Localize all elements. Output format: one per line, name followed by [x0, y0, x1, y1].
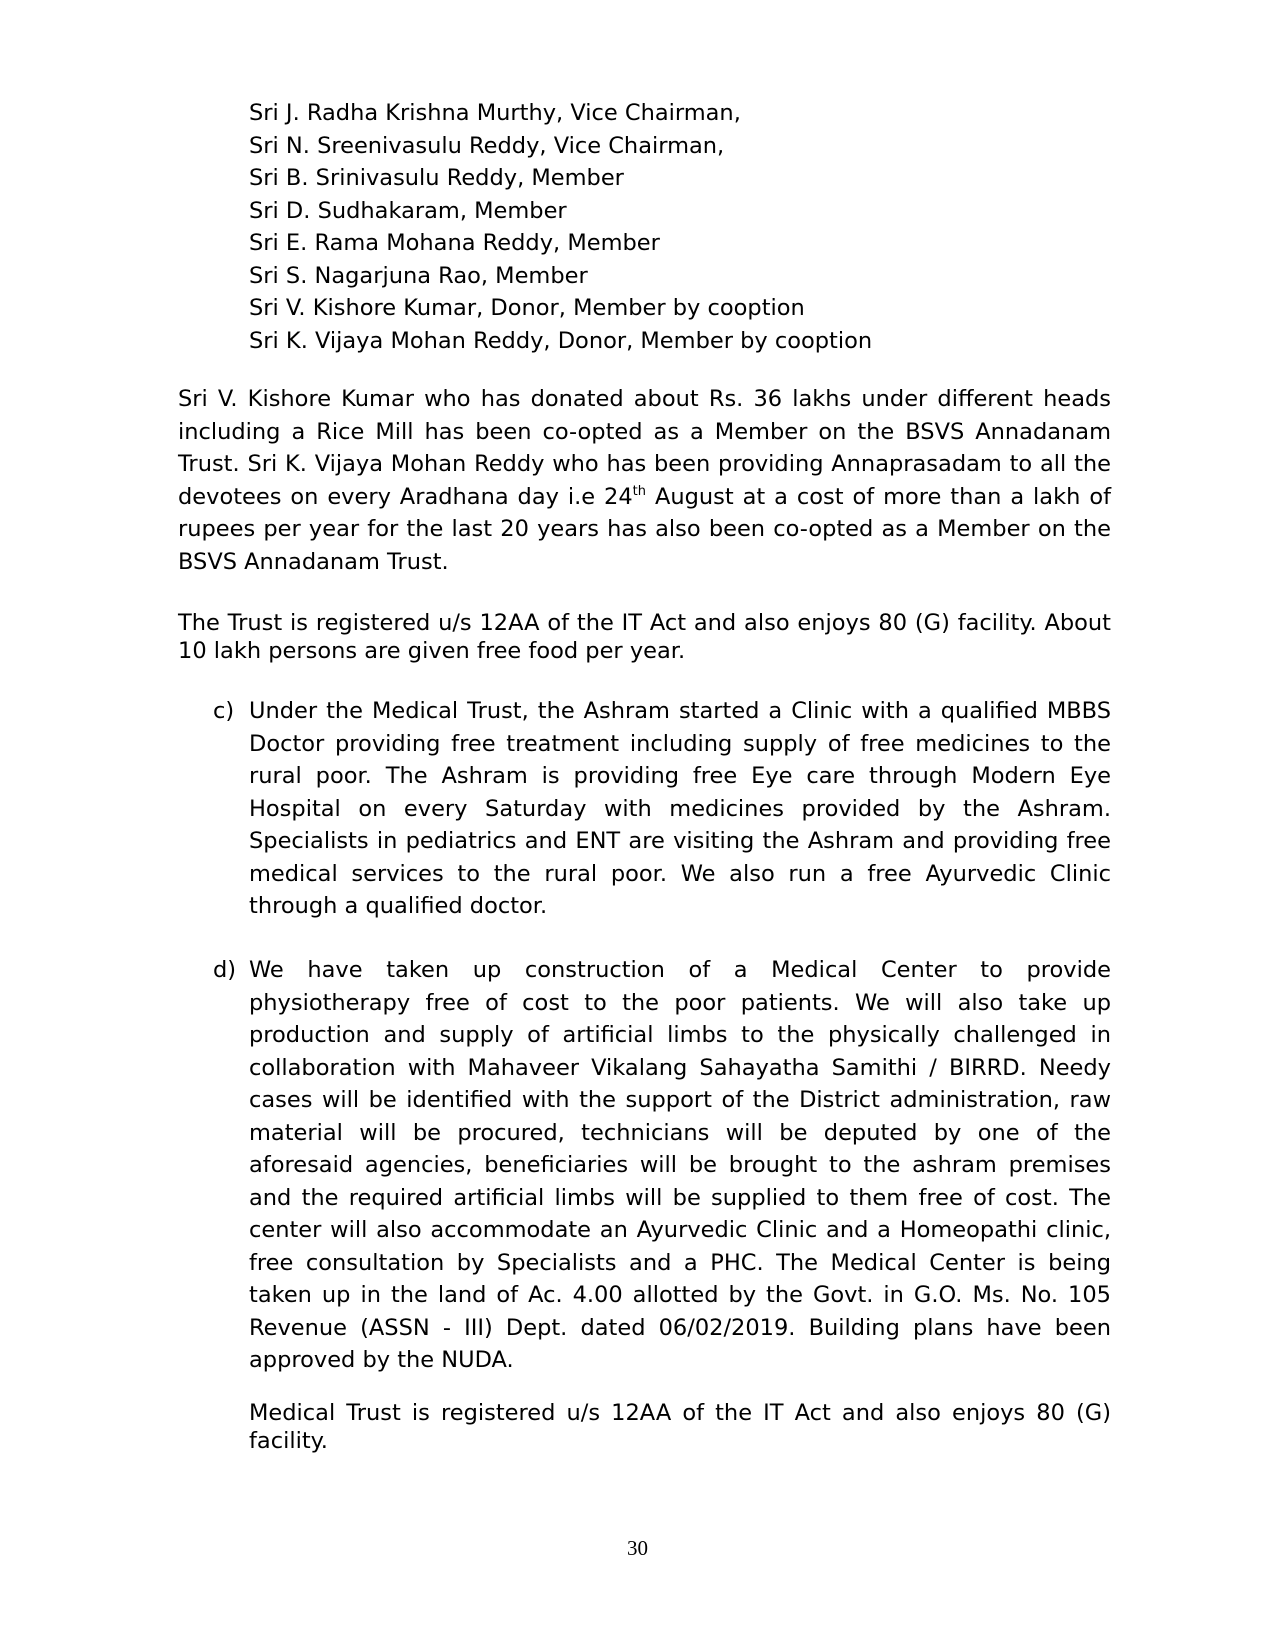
member-item: Sri N. Sreenivasulu Reddy, Vice Chairman,	[249, 132, 725, 159]
member-item: Sri V. Kishore Kumar, Donor, Member by cooption	[249, 295, 805, 321]
cooption-paragraph	[178, 383, 1111, 578]
member-item: Sri E. Rama Mohana Reddy, Member	[249, 230, 660, 256]
page-number: 30	[627, 1536, 648, 1560]
member-item: Sri J. Radha Krishna Murthy, Vice Chairman,	[249, 100, 741, 126]
list-item-text: Under the Medical Trust, the Ashram started a Clinic with a qualified MBBS Doctor providing free treatment including supply of free medicines to the rural poor. The Ashram is providing free Eye care through Modern Eye Hospital on every Saturday with medicines provided by the Ashram. Specialists in pediatrics and ENT are visiting the Ashram and providing free medical services to the rural poor. We also run a free Ayurvedic Clinic through a qualified doctor.	[249, 698, 1111, 919]
member-item: Sri B. Srinivasulu Reddy, Member	[249, 165, 624, 191]
list-item-c	[178, 695, 1111, 923]
list-item-d	[178, 954, 1111, 1377]
list-item-text: We have taken up construction of a Medical Center to provide physiotherapy free of cost to the poor patients. We will also take up production and supply of artificial limbs to the physically challenged in collaboration with Mahaveer Vikalang Sahayatha Samithi / BIRRD. Needy cases will be identified with the support of the District administration, raw material will be procured, technicians will be deputed by one of the aforesaid agencies, beneficiaries will be brought to the ashram premises and the required artificial limbs will be supplied to them free of cost. The center will also accommodate an Ayurvedic Clinic and a Homeopathi clinic, free consultation by Specialists and a PHC. The Medical Center is being taken up in the land of Ac. 4.00 allotted by the Govt. in G.O. Ms. No. 105 Revenue (ASSN - III) Dept. dated 06/02/2019. Building plans have been approved by the NUDA.	[249, 957, 1111, 1373]
member-item: Sri D. Sudhakaram, Member	[249, 197, 567, 224]
list-marker: c)	[213, 698, 235, 724]
list-marker: d)	[213, 957, 237, 983]
ordinal-suffix: th	[632, 483, 647, 499]
member-item: Sri K. Vijaya Mohan Reddy, Donor, Member by cooption	[249, 327, 873, 354]
medical-trust-registration-paragraph: Medical Trust is registered u/s 12AA of the IT Act and also enjoys 80 (G) facility.	[249, 1400, 1111, 1454]
cooption-text-end: August at a cost of more than a lakh of rupees per year for the last 20 years has also been co-opted as a Member on the BSVS Annadanam Trust.	[178, 483, 1112, 575]
member-item: Sri S. Nagarjuna Rao, Member	[249, 262, 588, 289]
cooption-text-start: Sri V. Kishore Kumar who has donated about Rs. 36 lakhs under different heads including a Rice Mill has been co-opted as a Member on the BSVS Annadanam Trust. Sri K. Vijaya Mohan Reddy who has been providing Annaprasadam to all the devotees on every Aradhana day i.e 24	[178, 386, 1111, 510]
trust-registration-paragraph: The Trust is registered u/s 12AA of the IT Act and also enjoys 80 (G) facility. About 10 lakh persons are given free food per year.	[178, 610, 1111, 664]
trust-members-list	[249, 97, 872, 357]
